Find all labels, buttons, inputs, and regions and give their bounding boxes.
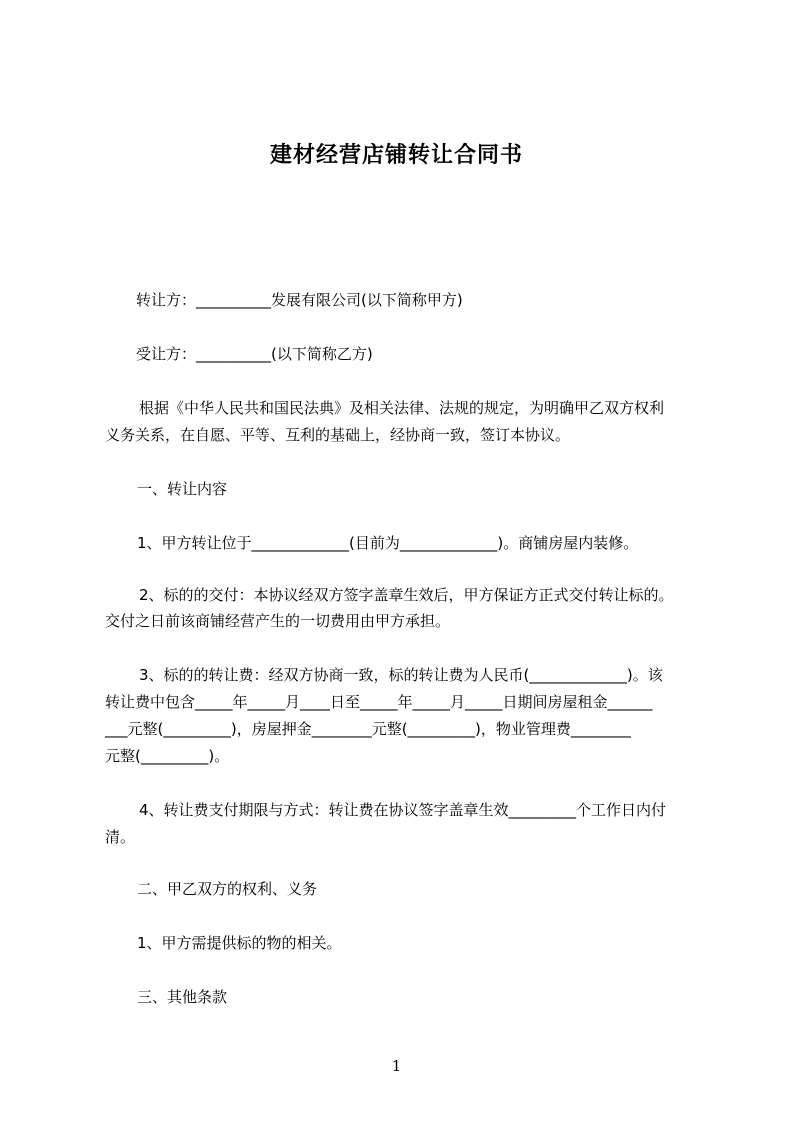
section-1-item-3-line-3: ___元整(_________)，房屋押金________元整(_________)，物业管理费________ — [105, 720, 631, 738]
section-1-item-1: 1、甲方转让位于_____________(目前为_____________)。商铺房屋内装修。 — [137, 534, 639, 552]
section-1-item-3-line-2: 转让费中包含_____年_____月____日至_____年_____月_____日期间房屋租金______ — [105, 693, 653, 711]
page-number: 1 — [391, 1057, 402, 1075]
section-1-item-2-line-2: 交付之日前该商铺经营产生的一切费用由甲方承担。 — [105, 612, 451, 630]
section-2-heading: 二、甲乙双方的权利、义务 — [137, 880, 318, 898]
document-title: 建材经营店铺转让合同书 — [269, 143, 523, 168]
preamble-line-1: 根据《中华人民共和国民法典》及相关法律、法规的规定，为明确甲乙双方权利 — [139, 399, 665, 417]
section-1-item-3-line-4: 元整(_________)。 — [105, 747, 230, 765]
transferor-line: 转让方：__________发展有限公司(以下简称甲方) — [136, 291, 463, 309]
section-1-heading: 一、转让内容 — [137, 480, 228, 498]
preamble-line-2: 义务关系，在自愿、平等、互利的基础上，经协商一致，签订本协议。 — [105, 426, 571, 444]
section-2-item-1: 1、甲方需提供标的物的相关。 — [137, 934, 342, 952]
transferee-line: 受让方：__________(以下简称乙方) — [136, 345, 373, 363]
section-1-item-3-line-1: 3、标的的转让费：经双方协商一致，标的转让费为人民币(_____________)。该 — [139, 666, 663, 684]
section-3-heading: 三、其他条款 — [137, 988, 228, 1006]
section-1-item-4-line-1: 4、转让费支付期限与方式：转让费在协议签字盖章生效_________个工作日内付 — [139, 801, 667, 819]
section-1-item-2-line-1: 2、标的的交付：本协议经双方签字盖章生效后，甲方保证方正式交付转让标的。 — [139, 586, 674, 604]
section-1-item-4-line-2: 清。 — [105, 828, 136, 846]
